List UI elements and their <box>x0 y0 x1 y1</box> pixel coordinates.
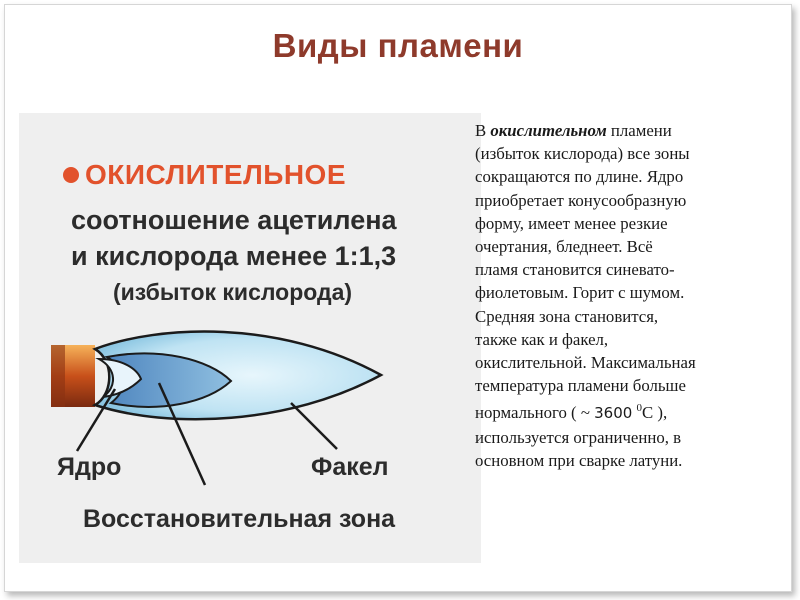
description-line: фиолетовым. Горит с шумом. <box>475 283 685 303</box>
slide <box>4 4 792 592</box>
label-torch: Факел <box>311 453 389 481</box>
description-line: В окислительном пламени <box>475 121 672 140</box>
description-line-temperature: нормального ( ~ 3600 $^0$С ), <box>475 402 668 423</box>
description-line: приобретает конусообразную <box>475 190 687 210</box>
description-line: (избыток кислорода) все зоны <box>475 144 690 164</box>
description-line: основном при сварке латуни. <box>475 450 683 470</box>
description-line: также как и факел, <box>475 329 609 349</box>
label-core: Ядро <box>57 453 122 481</box>
description-line: очертания, бледнеет. Всё <box>475 237 653 257</box>
figure-excess-note: (избыток кислорода) <box>113 279 353 305</box>
description-line: пламя становится синевато- <box>475 260 675 280</box>
bullet-dot-icon <box>63 167 79 183</box>
description-line: сокращаются по длине. Ядро <box>475 167 684 187</box>
flame-figure <box>19 113 481 563</box>
description-line: окислительной. Максимальная <box>475 353 696 373</box>
figure-heading: ОКИСЛИТЕЛЬНОЕ <box>85 159 347 190</box>
slide-title: Виды пламени <box>272 27 524 64</box>
description-line: используется ограниченно, в <box>475 427 682 447</box>
description-line: форму, имеет менее резкие <box>475 213 668 233</box>
figure-ratio-line1: соотношение ацетилена <box>71 205 397 235</box>
description-text <box>475 119 779 472</box>
figure-ratio-line2: и кислорода менее 1:1,3 <box>71 241 397 271</box>
description-line: температура пламени больше <box>475 376 686 396</box>
label-reducing-zone: Восстановительная зона <box>83 505 396 533</box>
description-line: Средняя зона становится, <box>475 306 659 326</box>
